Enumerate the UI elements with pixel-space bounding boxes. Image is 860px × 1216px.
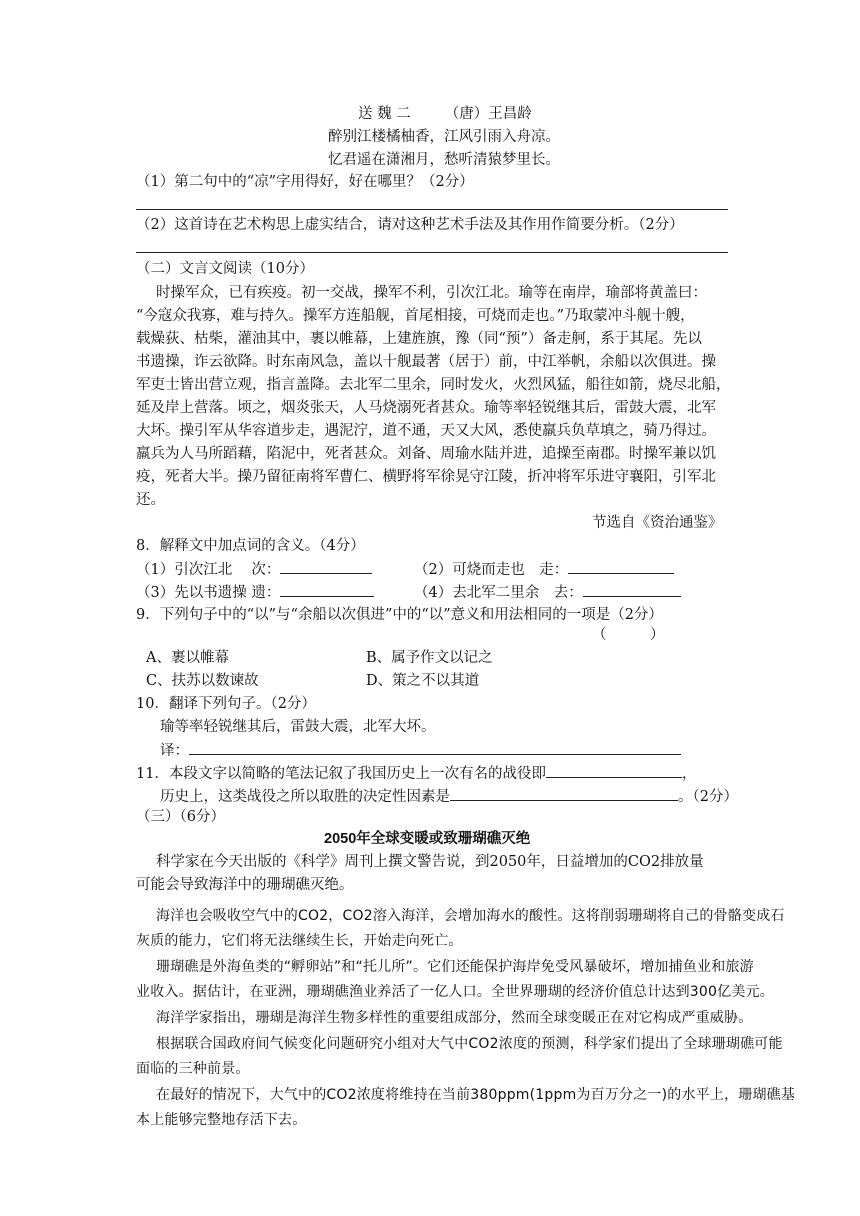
answer-line <box>136 252 728 253</box>
article-title: 2050年全球变暖或致珊瑚礁灭绝 <box>324 831 531 847</box>
q8-item-4-label: （4）去北军二里余 去： <box>414 585 583 601</box>
poem-title-row <box>358 104 532 124</box>
q8-item-3-label: （3）先以书遗操 遗： <box>136 585 281 601</box>
answer-line <box>136 209 728 210</box>
q8-item-4 <box>414 582 681 603</box>
passage-line: 时操军众，已有疾疫。初一交战，操军不利，引次江北。瑜等在南岸，瑜部将黄盖曰： <box>156 285 707 301</box>
article-para-line: 灰质的能力，它们将无法继续生长，开始走向死亡。 <box>136 933 463 949</box>
q10-translation-label: 译： <box>160 743 189 759</box>
article-para-line: 面临的三种前景。 <box>136 1061 250 1077</box>
poem-question-2: （2）这首诗在艺术构思上虚实结合，请对这种艺术手法及其作用作简要分析。（2分） <box>136 217 684 233</box>
passage-line: 羸兵为人马所蹈藉，陷泥中，死者甚众。刘备、周瑜水陆并进，追操至南郡。时操军兼以饥 <box>136 446 716 462</box>
passage-line: 大坏。操引军从华容道步走，遇泥泞，道不通，天又大风，悉使羸兵负草填之，骑乃得过。 <box>136 423 716 439</box>
question-8: 8．解释文中加点词的含义。（4分） <box>136 538 365 554</box>
q9-option-d: D、策之不以其道 <box>366 673 480 689</box>
q11-blank-2[interactable] <box>450 786 678 801</box>
q10-translation-blank[interactable] <box>189 740 681 755</box>
question-9: 9．下列句子中的“以”与“余船以次俱进”中的“以”意义和用法相同的一项是（2分） <box>136 607 663 623</box>
question-11 <box>136 763 696 784</box>
q8-item-1 <box>136 559 372 580</box>
article-para-line: 本上能够完整地存活下去。 <box>136 1112 307 1128</box>
poem-title: 送 魏 二 <box>358 106 411 122</box>
q8-item-2-label: （2）可烧而走也 走： <box>414 562 569 578</box>
passage-line: 延及岸上营落。顷之，烟炎张天，人马烧溺死者甚众。瑜等率轻锐继其后，雷鼓大震，北军 <box>136 400 716 416</box>
q10-translation-row <box>160 740 681 761</box>
question-10: 10．翻译下列句子。（2分） <box>136 696 316 712</box>
article-para-line: 海洋学家指出，珊瑚是海洋生物多样性的重要组成部分，然而全球变暖正在对它构成严重威胁。 <box>156 1010 753 1026</box>
passage-source: 节选自《资治通鉴》 <box>592 515 723 531</box>
poem-line-1: 醉别江楼橘柚香，江风引雨入舟凉。 <box>328 129 560 145</box>
q8-blank-2[interactable] <box>568 559 674 574</box>
poem-question-1: （1）第二句中的“凉”字用得好，好在哪里？（2分） <box>136 174 474 190</box>
passage-line: “今寇众我寡，难与持久。操军方连船舰，首尾相接，可烧而走也。”乃取蒙冲斗舰十艘， <box>136 308 695 324</box>
q10-sentence: 瑜等率轻锐继其后，雷鼓大震，北军大坏。 <box>160 719 436 735</box>
q8-blank-1[interactable] <box>280 559 372 574</box>
q11-blank-1[interactable] <box>546 763 682 778</box>
q11-text-1: 11．本段文字以简略的笔法记叙了我国历史上一次有名的战役即 <box>136 766 546 782</box>
q8-blank-3[interactable] <box>280 582 374 597</box>
q9-answer-bracket[interactable]: （ ） <box>592 627 665 643</box>
q9-option-c: C、扶苏以数谏故 <box>146 673 259 689</box>
passage-line: 还。 <box>136 492 165 508</box>
q8-blank-4[interactable] <box>583 582 681 597</box>
q8-item-1-label: （1）引次江北 次： <box>136 562 281 578</box>
poem-line-2: 忆君遥在潇湘月，愁听清猿梦里长。 <box>328 152 560 168</box>
passage-line: 军吏士皆出营立观，指言盖降。去北军二里余，同时发火，火烈风猛，船往如箭，烧尽北船， <box>136 377 731 393</box>
q8-item-2 <box>414 559 674 580</box>
q11-text-2: 历史上，这类战役之所以取胜的决定性因素是 <box>160 789 450 805</box>
article-intro-2: 可能会导致海洋中的珊瑚礁灭绝。 <box>136 877 354 893</box>
question-11-line-2 <box>160 786 738 807</box>
passage-line: 书遗操，诈云欲降。时东南风急，盖以十舰最著（居于）前，中江举帆，余船以次俱进。操 <box>136 354 716 370</box>
article-intro-1: 科学家在今天出版的《科学》周刊上撰文警告说，到2050年，日益增加的CO2排放量 <box>156 854 704 870</box>
q11-comma: ， <box>681 766 697 782</box>
poem-author: （唐）王昌龄 <box>444 106 532 122</box>
q9-option-b: B、属予作文以记之 <box>366 650 493 666</box>
article-para-line: 珊瑚礁是外海鱼类的“孵卵站”和“托儿所”。它们还能保护海岸免受风暴破坏，增加捕鱼业和旅游 <box>156 959 754 975</box>
section-3-heading: （三）（6分） <box>136 809 225 825</box>
passage-line: 载燥荻、枯柴，灌油其中，裹以帷幕，上建旌旗，豫（同“预”）备走舸，系于其尾。先以 <box>136 331 702 347</box>
q11-points: 。（2分） <box>678 789 738 805</box>
section-heading: （二）文言文阅读（10分） <box>136 261 314 277</box>
article-para-line: 根据联合国政府间气候变化问题研究小组对大气中CO2浓度的预测，科学家们提出了全球珊瑚礁可能 <box>156 1036 783 1052</box>
q9-option-a: A、裹以帷幕 <box>146 650 229 666</box>
article-para-line: 在最好的情况下，大气中的CO2浓度将维持在当前380ppm(1ppm为百万分之一)的水平上，珊瑚礁基 <box>156 1087 796 1103</box>
article-para-line: 业收入。据估计，在亚洲，珊瑚礁渔业养活了一亿人口。全世界珊瑚的经济价值总计达到300亿美元。 <box>136 984 774 1000</box>
article-para-line: 海洋也会吸收空气中的CO2，CO2溶入海洋，会增加海水的酸性。这将削弱珊瑚将自己的骨骼变成石 <box>156 908 785 924</box>
passage-line: 疫，死者大半。操乃留征南将军曹仁、横野将军徐晃守江陵，折冲将军乐进守襄阳，引军北 <box>136 469 716 485</box>
q8-item-3 <box>136 582 374 603</box>
